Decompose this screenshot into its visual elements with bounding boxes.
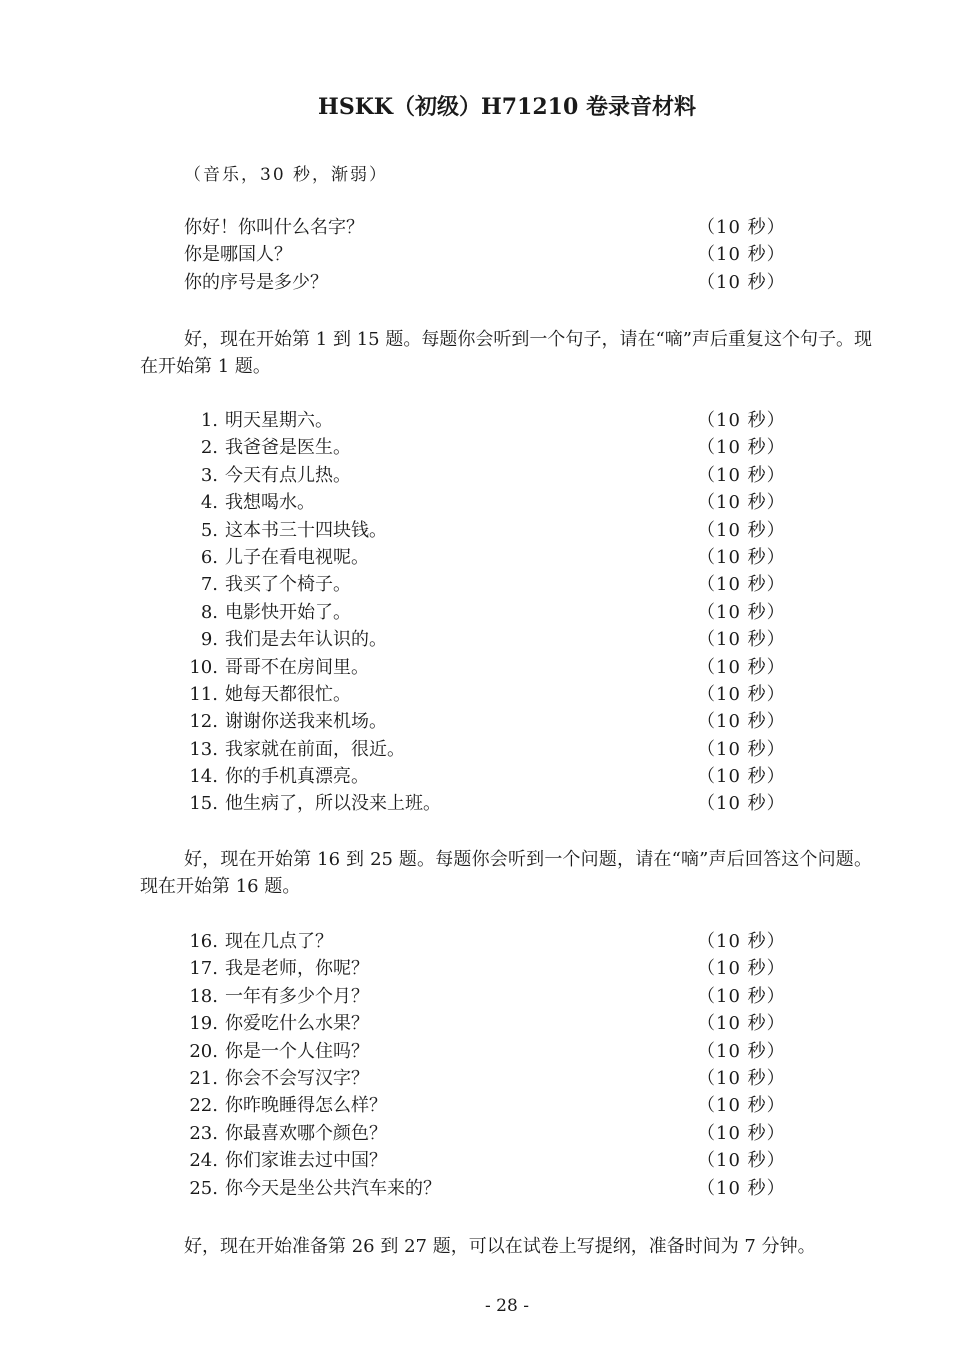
item-number: 11.	[189, 683, 218, 705]
list-item	[140, 928, 786, 955]
list-item	[140, 489, 786, 516]
list-item	[140, 1038, 786, 1065]
item-time: （10 秒）	[697, 793, 786, 815]
item-number: 18.	[189, 985, 218, 1007]
item-text: 她每天都很忙。	[225, 683, 351, 705]
item-time: （10 秒）	[697, 683, 786, 705]
item-time: （10 秒）	[697, 766, 786, 788]
list-item	[140, 544, 786, 571]
list-item	[140, 790, 786, 817]
list-item	[140, 654, 786, 681]
item-time: （10 秒）	[697, 931, 786, 952]
part1-items-list	[140, 407, 786, 818]
item-time: （10 秒）	[697, 985, 786, 1007]
item-time: （10 秒）	[697, 217, 786, 238]
item-number: 1.	[200, 410, 218, 431]
item-text: 哥哥不在房间里。	[225, 656, 369, 678]
list-item	[140, 1065, 786, 1092]
item-time: （10 秒）	[697, 711, 786, 733]
item-text: 谢谢你送我来机场。	[225, 711, 387, 733]
item-time: （10 秒）	[697, 271, 786, 293]
item-time: （10 秒）	[697, 738, 786, 760]
item-text: 我们是去年认识的。	[225, 629, 387, 651]
item-number: 20.	[189, 1040, 218, 1062]
item-number: 24.	[189, 1150, 218, 1172]
list-item	[140, 214, 786, 241]
item-number: 17.	[189, 958, 218, 980]
item-text: 电影快开始了。	[225, 601, 351, 623]
list-item	[140, 1147, 786, 1174]
item-number: 3.	[200, 464, 218, 486]
item-text: 我家就在前面，很近。	[225, 738, 405, 760]
item-time: （10 秒）	[697, 410, 786, 431]
list-item	[140, 955, 786, 982]
item-number: 19.	[189, 1013, 218, 1035]
item-text: 我爸爸是医生。	[225, 437, 351, 459]
item-text: 你好！你叫什么名字？	[184, 217, 364, 238]
page-number: - 28 -	[485, 1296, 529, 1316]
list-item	[140, 462, 786, 489]
item-text: 这本书三十四块钱。	[225, 519, 387, 541]
item-number: 25.	[189, 1177, 218, 1199]
item-time: （10 秒）	[697, 519, 786, 541]
item-number: 22.	[189, 1095, 218, 1117]
item-number: 4.	[200, 492, 218, 514]
item-time: （10 秒）	[697, 437, 786, 459]
item-time: （10 秒）	[697, 546, 786, 568]
item-time: （10 秒）	[697, 1150, 786, 1172]
list-item	[140, 626, 786, 653]
item-text: 他生病了，所以没来上班。	[225, 793, 441, 815]
item-time: （10 秒）	[697, 464, 786, 486]
item-number: 10.	[189, 656, 218, 678]
item-number: 2.	[200, 437, 218, 459]
item-time: （10 秒）	[697, 1122, 786, 1144]
music-note: （音乐，30 秒，渐弱）	[184, 165, 389, 185]
part1-instructions: 好，现在开始第 1 到 15 题。每题你会听到一个句子，请在“嘀”声后重复这个句子。现在开始第 1 题。	[140, 329, 872, 377]
item-text: 你的手机真漂亮。	[225, 766, 369, 788]
item-number: 13.	[189, 738, 218, 760]
item-text: 你爱吃什么水果？	[225, 1013, 369, 1035]
item-number: 9.	[200, 629, 218, 651]
item-number: 6.	[200, 546, 218, 568]
item-time: （10 秒）	[697, 1040, 786, 1062]
item-text: 明天星期六。	[225, 410, 333, 431]
item-time: （10 秒）	[697, 1177, 786, 1199]
list-item	[140, 1092, 786, 1119]
item-text: 你们家谁去过中国？	[225, 1150, 387, 1172]
item-text: 你会不会写汉字？	[225, 1067, 369, 1089]
item-number: 21.	[189, 1067, 218, 1089]
item-text: 你昨晚睡得怎么样？	[225, 1095, 387, 1117]
item-number: 23.	[189, 1122, 218, 1144]
item-time: （10 秒）	[697, 656, 786, 678]
item-text: 我是老师，你呢？	[225, 958, 369, 980]
item-time: （10 秒）	[697, 1067, 786, 1089]
item-text: 你的序号是多少？	[184, 271, 328, 293]
list-item	[140, 599, 786, 626]
item-text: 我买了个椅子。	[225, 574, 351, 596]
list-item	[140, 269, 786, 296]
list-item	[140, 736, 786, 763]
item-text: 你今天是坐公共汽车来的？	[225, 1177, 441, 1199]
list-item	[140, 1120, 786, 1147]
list-item	[140, 983, 786, 1010]
item-text: 今天有点儿热。	[225, 464, 351, 486]
list-item	[140, 763, 786, 790]
list-item	[140, 241, 786, 268]
part3-instructions: 好，现在开始准备第 26 到 27 题，可以在试卷上写提纲，准备时间为 7 分钟。	[184, 1236, 816, 1257]
item-time: （10 秒）	[697, 492, 786, 514]
item-text: 现在几点了？	[225, 931, 333, 952]
item-text: 你最喜欢哪个颜色？	[225, 1122, 387, 1144]
item-number: 7.	[200, 574, 218, 596]
item-time: （10 秒）	[697, 958, 786, 980]
greetings-list	[140, 214, 786, 296]
item-time: （10 秒）	[697, 1095, 786, 1117]
list-item	[140, 434, 786, 461]
item-time: （10 秒）	[697, 1013, 786, 1035]
item-number: 12.	[189, 711, 218, 733]
list-item	[140, 681, 786, 708]
item-text: 你是哪国人？	[184, 244, 292, 266]
item-number: 15.	[189, 793, 218, 815]
item-number: 8.	[200, 601, 218, 623]
item-text: 儿子在看电视呢。	[225, 546, 369, 568]
list-item	[140, 708, 786, 735]
list-item	[140, 407, 786, 434]
page-title: HSKK（初级）H71210 卷录音材料	[318, 94, 696, 120]
part2-instructions: 好，现在开始第 16 到 25 题。每题你会听到一个问题，请在“嘀”声后回答这个问题。现在开始第 16 题。	[140, 849, 872, 897]
part2-items-list	[140, 928, 786, 1202]
item-time: （10 秒）	[697, 601, 786, 623]
item-time: （10 秒）	[697, 629, 786, 651]
list-item	[140, 571, 786, 598]
item-text: 我想喝水。	[225, 492, 315, 514]
item-text: 一年有多少个月？	[225, 985, 369, 1007]
item-text: 你是一个人住吗？	[225, 1040, 369, 1062]
list-item	[140, 1175, 786, 1202]
item-time: （10 秒）	[697, 244, 786, 266]
item-number: 16.	[189, 931, 218, 952]
item-number: 5.	[200, 519, 218, 541]
list-item	[140, 1010, 786, 1037]
list-item	[140, 517, 786, 544]
item-number: 14.	[189, 766, 218, 788]
item-time: （10 秒）	[697, 574, 786, 596]
